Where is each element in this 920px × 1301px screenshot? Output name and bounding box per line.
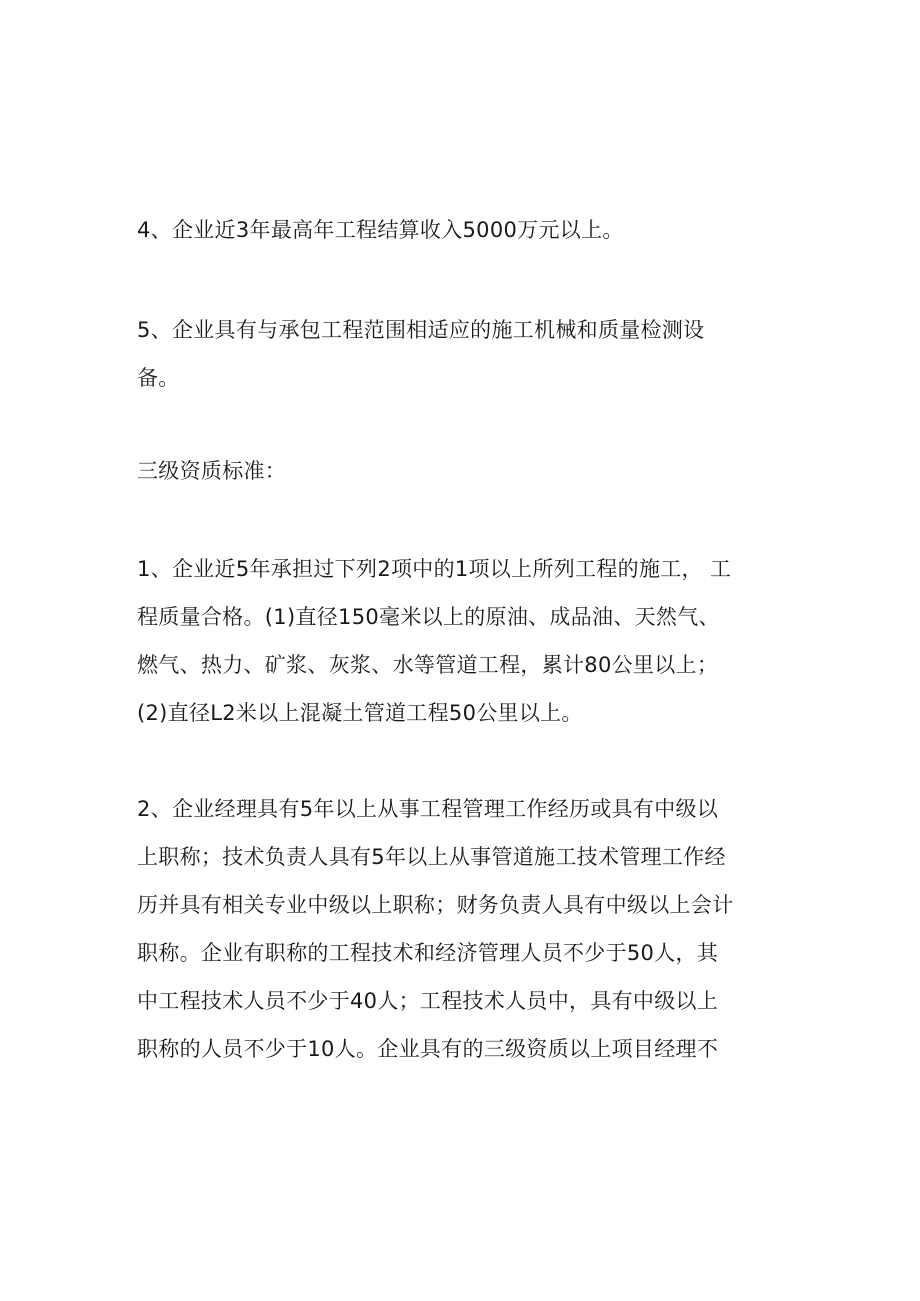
paragraph-item-2-personnel: [137, 785, 797, 1073]
paragraph-line: 1、企业近5年承担过下列2项中的1项以上所列工程的施工， 工: [137, 557, 732, 581]
paragraph-line: 历并具有相关专业中级以上职称；财务负责人具有中级以上会计: [137, 893, 734, 917]
paragraph-item-4-revenue: [137, 206, 797, 254]
paragraph-line: 燃气、热力、矿浆、灰浆、水等管道工程，累计80公里以上；: [137, 653, 719, 677]
section-heading-level-3-standard: [137, 447, 797, 495]
paragraph-line: 职称。企业有职称的工程技术和经济管理人员不少于50人，其: [137, 941, 719, 965]
paragraph-line: 三级资质标准：: [137, 459, 287, 483]
paragraph-line: 5、企业具有与承包工程范围相适应的施工机械和质量检测设: [137, 318, 705, 342]
paragraph-line: 上职称；技术负责人具有5年以上从事管道施工技术管理工作经: [137, 845, 726, 869]
paragraph-line: 中工程技术人员不少于40人；工程技术人员中，具有中级以上: [137, 989, 719, 1013]
paragraph-line: 2、企业经理具有5年以上从事工程管理工作经历或具有中级以: [137, 797, 719, 821]
paragraph-line: 程质量合格。(1)直径150毫米以上的原油、成品油、天然气、: [137, 605, 720, 629]
paragraph-line: (2)直径L2米以上混凝土管道工程50公里以上。: [137, 701, 583, 725]
paragraph-line: 职称的人员不少于10人。企业具有的三级资质以上项目经理不: [137, 1037, 719, 1061]
paragraph-line: 4、企业近3年最高年工程结算收入5000万元以上。: [137, 218, 624, 242]
paragraph-item-1-projects: [137, 545, 797, 737]
paragraph-item-5-equipment: [137, 306, 797, 402]
paragraph-line: 备。: [137, 366, 180, 390]
